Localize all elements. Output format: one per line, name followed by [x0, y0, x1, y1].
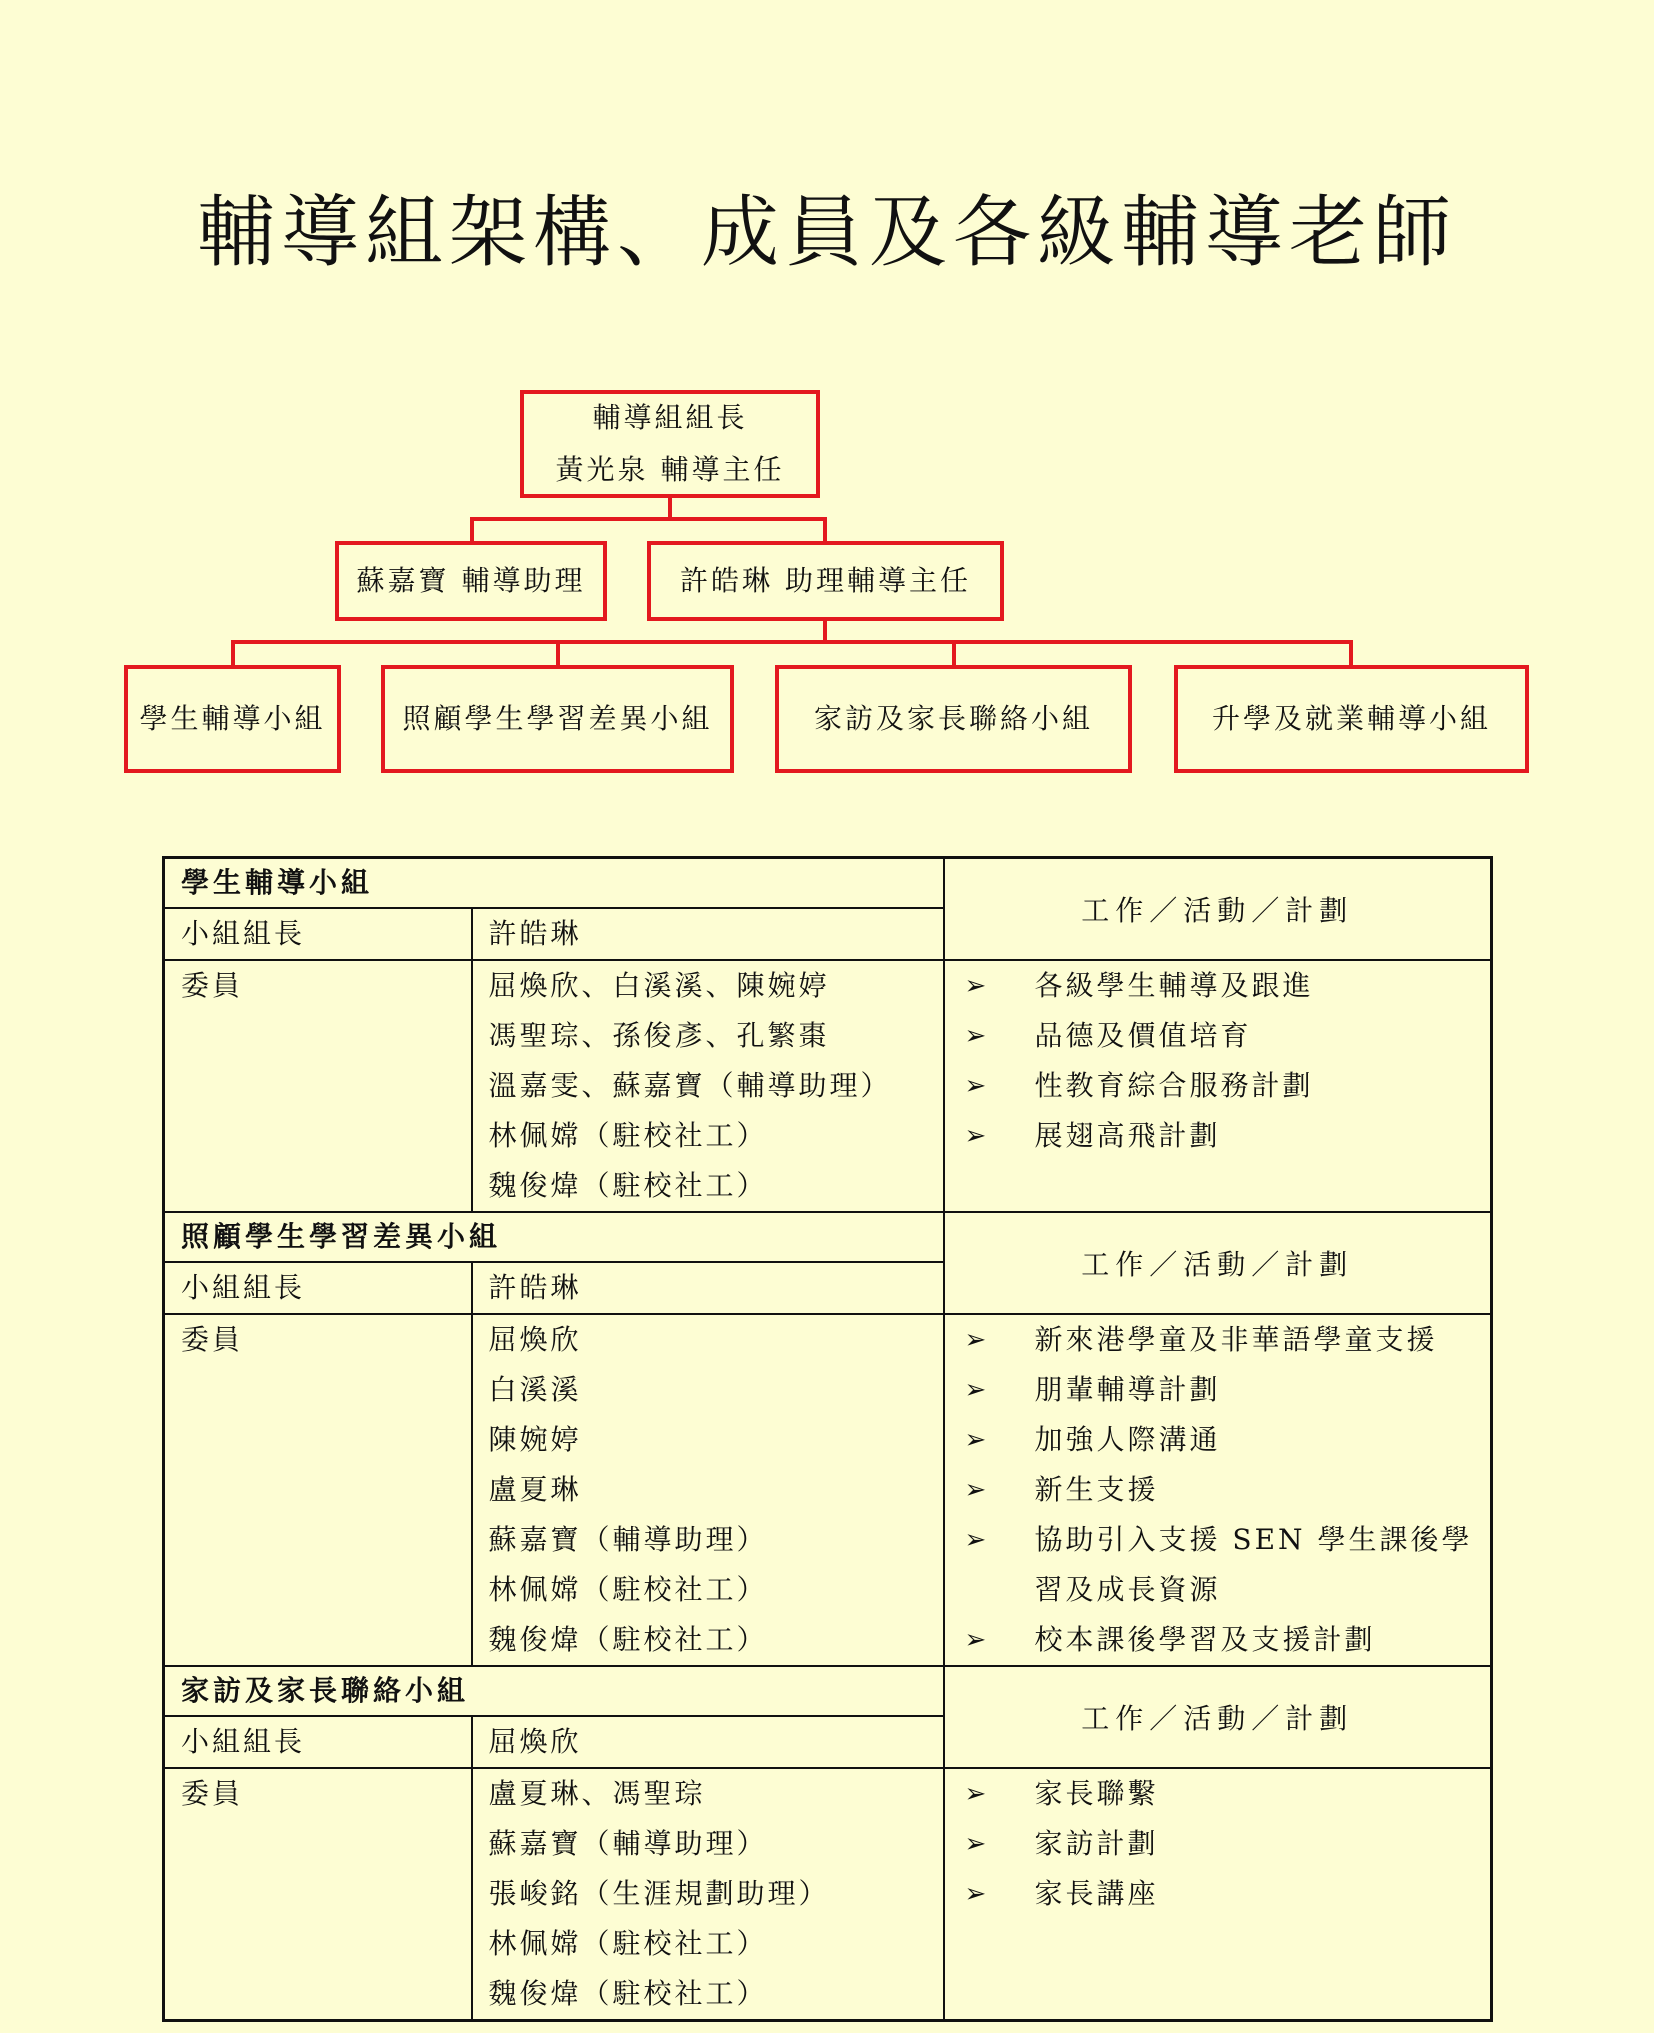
- member-label: 委員: [164, 1768, 472, 2021]
- org-group-label: 照顧學生學習差異小組: [402, 702, 713, 735]
- member-entry: 馮聖琮、孫俊彥、孔繁棗: [488, 1019, 830, 1052]
- member-entry: 林佩嫦（駐校社工）: [488, 1119, 768, 1152]
- arrow-bullet-icon: ➢: [964, 1625, 990, 1655]
- org-connector: [668, 498, 672, 518]
- members-row: [164, 1768, 1492, 2021]
- plan-header: 工作／活動／計劃: [944, 1666, 1492, 1768]
- member-entry: 白溪溪: [488, 1373, 582, 1406]
- plan-item: ➢ 新生支援: [961, 1465, 1475, 1515]
- section-header-row: [164, 1666, 1492, 1716]
- org-group-label: 學生輔導小組: [139, 702, 326, 735]
- plan-item: ➢ 加強人際溝通: [961, 1415, 1475, 1465]
- page-title: 輔導組架構、成員及各級輔導老師: [196, 188, 1457, 278]
- leader-name: 屈煥欣: [472, 1716, 944, 1768]
- plan-item: ➢ 展翅高飛計劃: [961, 1111, 1475, 1161]
- plan-item: ➢ 各級學生輔導及跟進: [961, 961, 1475, 1011]
- leader-name: 許皓琳: [472, 1262, 944, 1314]
- org-group-box: [1174, 665, 1529, 773]
- org-connector: [823, 517, 827, 541]
- arrow-bullet-icon: ➢: [964, 1425, 990, 1455]
- section-title: 照顧學生學習差異小組: [164, 1212, 944, 1262]
- member-entry: 魏俊煒（駐校社工）: [488, 1977, 768, 2010]
- org-head-title: 輔導組組長: [592, 401, 748, 434]
- leader-label: 小組組長: [164, 908, 472, 960]
- members-row: [164, 960, 1492, 1212]
- member-list: [472, 960, 944, 1212]
- leader-label: 小組組長: [164, 1716, 472, 1768]
- member-list: [472, 1768, 944, 2021]
- member-entry: 林佩嫦（駐校社工）: [488, 1927, 768, 1960]
- org-deputy-box: [647, 541, 1004, 621]
- section-header-row: [164, 858, 1492, 909]
- member-entry: 盧夏琳: [488, 1473, 582, 1506]
- leader-label: 小組組長: [164, 1262, 472, 1314]
- member-list: [472, 1314, 944, 1666]
- org-connector: [470, 517, 474, 541]
- plan-item: ➢ 校本課後學習及支援計劃: [961, 1615, 1475, 1665]
- arrow-bullet-icon: ➢: [964, 1375, 990, 1405]
- plan-list: [944, 960, 1492, 1212]
- arrow-bullet-icon: ➢: [964, 1071, 990, 1101]
- org-connector: [823, 621, 827, 641]
- leader-name: 許皓琳: [472, 908, 944, 960]
- plan-item: ➢ 家訪計劃: [961, 1819, 1475, 1869]
- org-group-box: [124, 665, 341, 773]
- member-entry: 溫嘉雯、蘇嘉寶（輔導助理）: [488, 1069, 892, 1102]
- org-head-box: [520, 390, 820, 498]
- member-entry: 蘇嘉寶（輔導助理）: [488, 1827, 768, 1860]
- member-entry: 陳婉婷: [488, 1423, 582, 1456]
- member-entry: 蘇嘉寶（輔導助理）: [488, 1523, 768, 1556]
- org-connector: [1349, 640, 1353, 665]
- section-title: 家訪及家長聯絡小組: [164, 1666, 944, 1716]
- org-connector: [231, 640, 235, 665]
- plan-item: ➢ 朋輩輔導計劃: [961, 1365, 1475, 1415]
- member-entry: 魏俊煒（駐校社工）: [488, 1623, 768, 1656]
- arrow-bullet-icon: ➢: [964, 1121, 990, 1151]
- plan-item-continuation: 習及成長資源: [1034, 1573, 1221, 1606]
- arrow-bullet-icon: ➢: [964, 1525, 990, 1555]
- member-entry: 屈煥欣、白溪溪、陳婉婷: [488, 969, 830, 1002]
- plan-list: [944, 1768, 1492, 2021]
- plan-item: ➢ 家長聯繫: [961, 1769, 1475, 1819]
- section-title: 學生輔導小組: [164, 858, 944, 909]
- member-entry: 屈煥欣: [488, 1323, 582, 1356]
- section-header-row: [164, 1212, 1492, 1262]
- org-connector: [952, 640, 956, 665]
- member-label: 委員: [164, 1314, 472, 1666]
- member-entry: 林佩嫦（駐校社工）: [488, 1573, 768, 1606]
- org-connector: [470, 517, 827, 521]
- org-group-box: [381, 665, 734, 773]
- org-assistant-box: [335, 541, 607, 621]
- plan-item: ➢ 新來港學童及非華語學童支援: [961, 1315, 1475, 1365]
- plan-item: ➢ 協助引入支援 SEN 學生課後學: [961, 1515, 1475, 1565]
- org-head-name: 黃光泉 輔導主任: [555, 453, 785, 486]
- plan-item: ➢ 性教育綜合服務計劃: [961, 1061, 1475, 1111]
- plan-header: 工作／活動／計劃: [944, 1212, 1492, 1314]
- members-table: [162, 856, 1493, 2022]
- plan-item: ➢ 品德及價值培育: [961, 1011, 1475, 1061]
- plan-list: [944, 1314, 1492, 1666]
- arrow-bullet-icon: ➢: [964, 1021, 990, 1051]
- arrow-bullet-icon: ➢: [964, 1879, 990, 1909]
- org-group-label: 升學及就業輔導小組: [1211, 702, 1491, 735]
- member-label: 委員: [164, 960, 472, 1212]
- plan-item: ➢ 家長講座: [961, 1869, 1475, 1919]
- plan-header: 工作／活動／計劃: [944, 858, 1492, 961]
- arrow-bullet-icon: ➢: [964, 971, 990, 1001]
- members-row: [164, 1314, 1492, 1666]
- member-entry: 魏俊煒（駐校社工）: [488, 1169, 768, 1202]
- org-group-label: 家訪及家長聯絡小組: [813, 702, 1093, 735]
- org-group-box: [775, 665, 1132, 773]
- member-entry: 張峻銘（生涯規劃助理）: [488, 1877, 830, 1910]
- org-connector: [556, 640, 560, 665]
- arrow-bullet-icon: ➢: [964, 1475, 990, 1505]
- org-assistant-label: 蘇嘉寶 輔導助理: [356, 564, 586, 597]
- org-deputy-label: 許皓琳 助理輔導主任: [680, 564, 971, 597]
- arrow-bullet-icon: ➢: [964, 1779, 990, 1809]
- arrow-bullet-icon: ➢: [964, 1325, 990, 1355]
- arrow-bullet-icon: ➢: [964, 1829, 990, 1859]
- org-connector: [231, 640, 1353, 644]
- member-entry: 盧夏琳、馮聖琮: [488, 1777, 706, 1810]
